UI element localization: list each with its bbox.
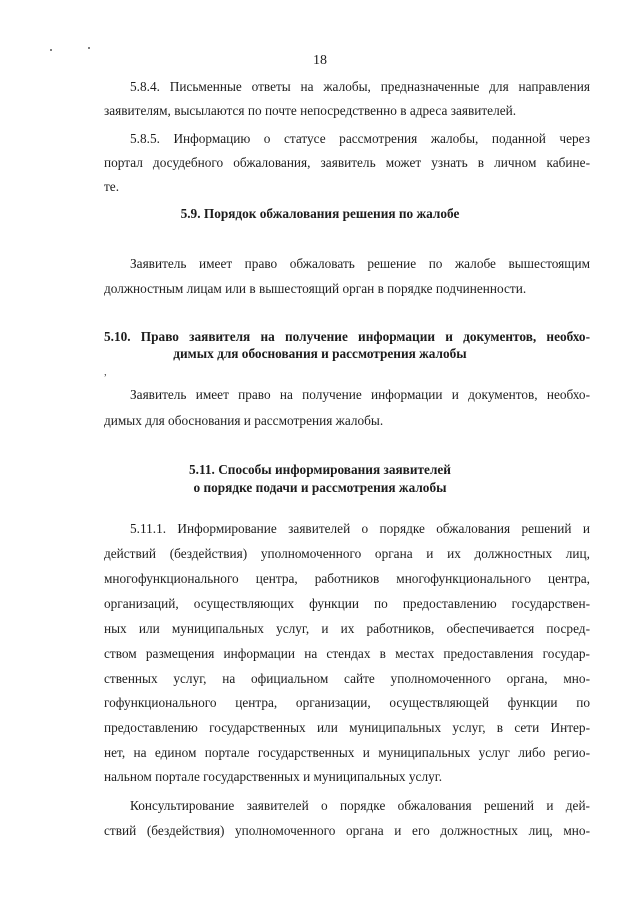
section-heading-5-11-line1: 5.11. Способы информирования заявителей [189, 462, 451, 477]
text-line: предоставлению государственных или муниципальных услуг, в сети Интер- [104, 720, 590, 735]
scan-mark: , [104, 366, 107, 378]
text-line: гофункционального центра, организации, осуществляющей функции по [104, 695, 590, 710]
section-heading-5-9: 5.9. Порядок обжалования решения по жалобе [180, 206, 460, 221]
text-line: нальном портале государственных и муниципальных услуг. [104, 769, 443, 784]
text-line: ственных услуг, на официальном сайте уполномоченного органа, мно- [104, 671, 590, 686]
text-line: действий (бездействия) уполномоченного органа и их должностных лиц, [104, 546, 590, 561]
text-line: Заявитель имеет право на получение информации и документов, необхо- [130, 387, 590, 402]
text-line: должностным лицам или в вышестоящий орган в порядке подчиненности. [104, 281, 527, 296]
text-line: димых для обоснования и рассмотрения жалобы. [104, 413, 384, 428]
text-line: нет, на едином портале государственных и муниципальных услуг либо регио- [104, 745, 590, 760]
page-number: 18 [313, 53, 327, 68]
text-line: организаций, осуществляющих функции по предоставлению государствен- [104, 596, 590, 611]
text-line: 5.11.1. Информирование заявителей о порядке обжалования решений и [130, 521, 590, 536]
text-line: Заявитель имеет право обжаловать решение по жалобе вышестоящим [130, 256, 590, 271]
text-line: многофункционального центра, работников многофункционального центра, [104, 571, 590, 586]
text-line: заявителям, высылаются по почте непосредственно в адреса заявителей. [104, 103, 517, 118]
text-line: ных или муниципальных услуг, и их работников, обеспечивается посред- [104, 621, 590, 636]
text-line: ством размещения информации на стендах в местах предоставления государ- [104, 646, 590, 661]
text-line: те. [104, 179, 120, 194]
text-line: Консультирование заявителей о порядке обжалования решений и дей- [130, 798, 590, 813]
section-heading-5-11-line2: о порядке подачи и рассмотрения жалобы [193, 480, 447, 495]
text-line: портал досудебного обжалования, заявитель может узнать в личном кабине- [104, 155, 590, 170]
text-line: ствий (бездействия) уполномоченного органа и его должностных лиц, мно- [104, 823, 590, 838]
section-heading-5-10-line1: 5.10. Право заявителя на получение информации и документов, необхо- [104, 329, 590, 344]
text-line: 5.8.5. Информацию о статусе рассмотрения жалобы, поданной через [130, 131, 590, 146]
section-heading-5-10-line2: димых для обоснования и рассмотрения жалобы [173, 346, 467, 361]
text-line: 5.8.4. Письменные ответы на жалобы, предназначенные для направления [130, 79, 590, 94]
